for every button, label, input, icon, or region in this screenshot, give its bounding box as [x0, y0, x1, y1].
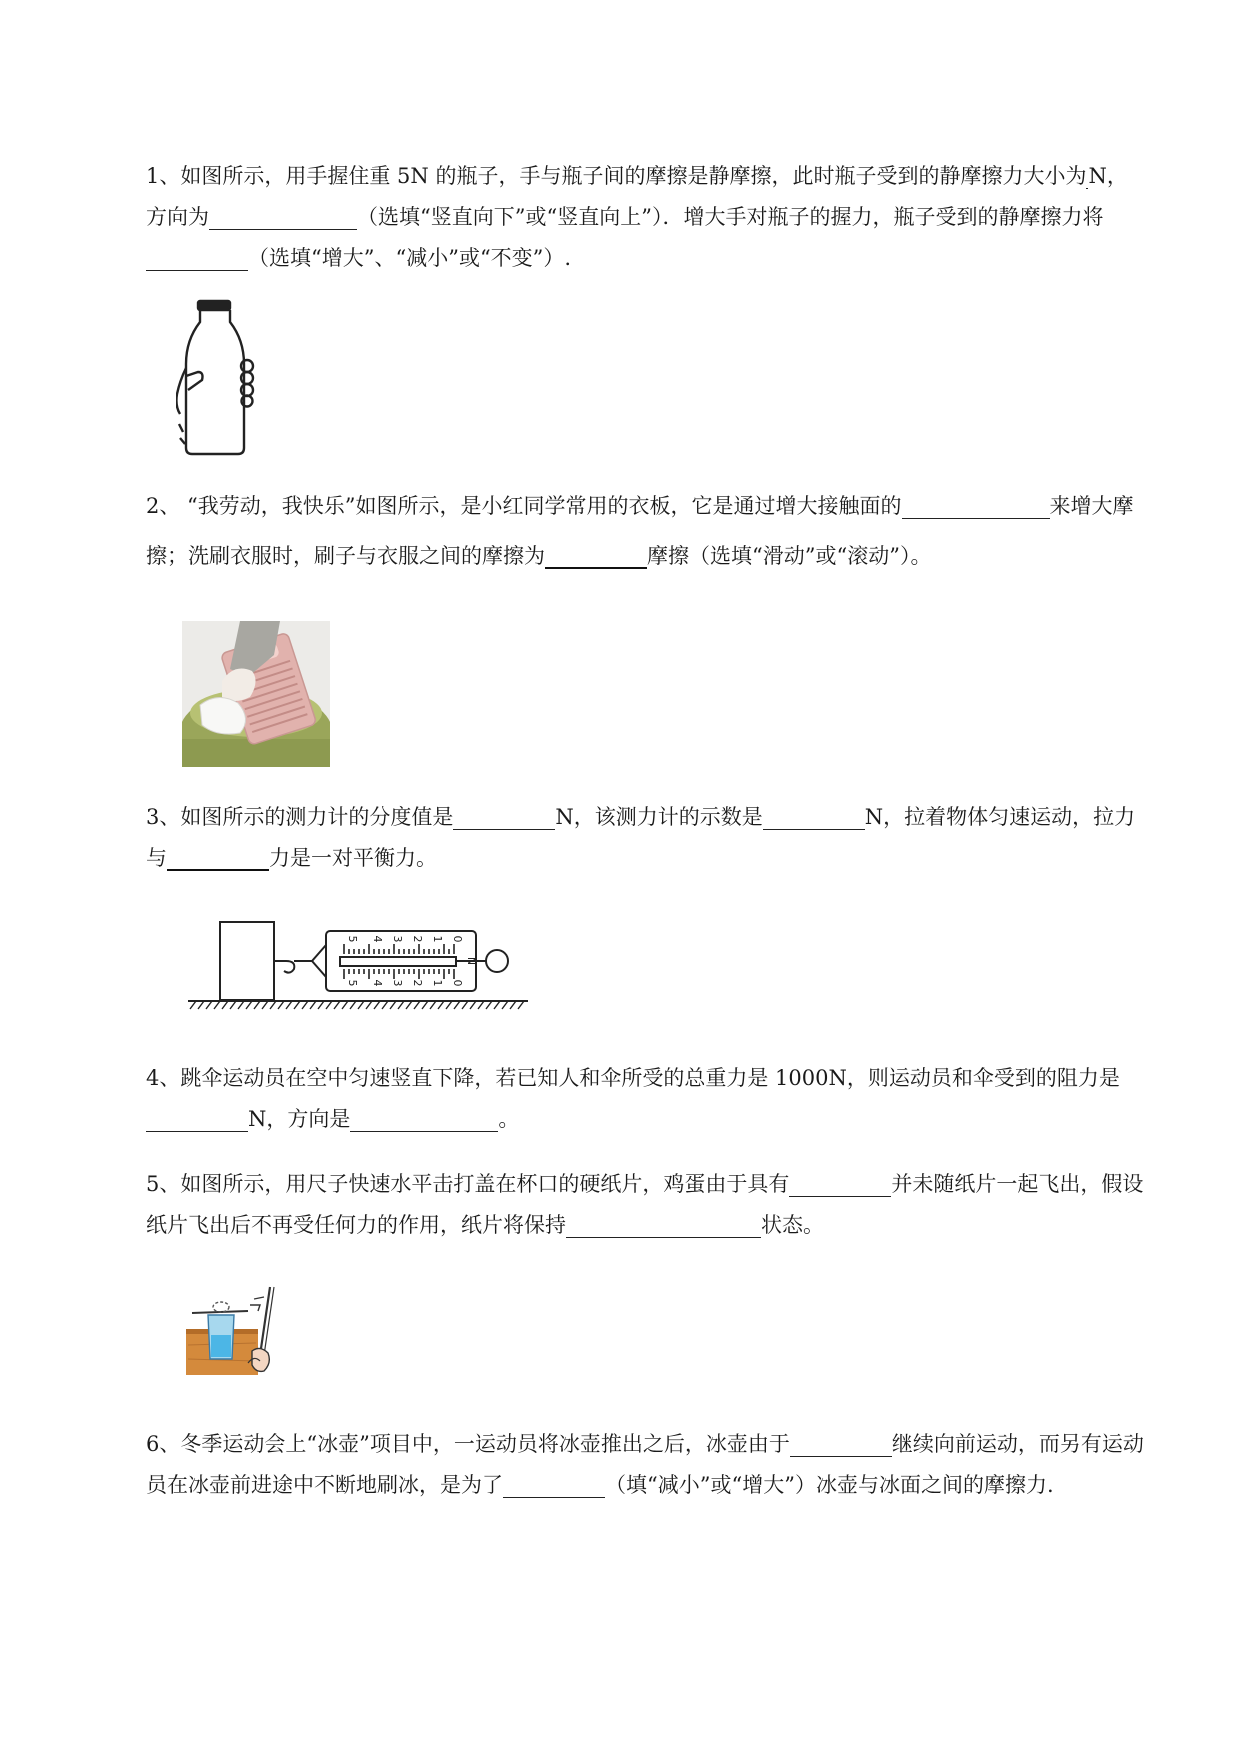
q2-answer-blank-1[interactable]	[902, 492, 1050, 519]
q6-answer-blank-1[interactable]	[790, 1430, 892, 1457]
q4-text-a: 4、跳伞运动员在空中匀速竖直下降，若已知人和伞所受的总重力是 1000N，则运动员和伞受到的阻力是	[146, 1066, 1120, 1090]
q1-figure-hand-bottle	[176, 298, 266, 458]
q4-answer-blank-1[interactable]	[146, 1105, 248, 1132]
q3-text-a: 3、如图所示的测力计的分度值是	[146, 805, 454, 829]
q4-text-b: N，方向是	[248, 1107, 351, 1131]
q6-text-c: （填“减小”或“增大”）冰壶与冰面之间的摩擦力.	[605, 1473, 1054, 1497]
q5-answer-blank-1[interactable]	[789, 1170, 891, 1197]
scale-top-0: 0	[451, 935, 464, 943]
q4-text-c: 。	[498, 1107, 520, 1131]
q1-text-c: （选填“竖直向下”或“竖直向上”）．增大手对瓶子的握力，瓶子受到的静摩擦力将	[357, 205, 1104, 229]
q6-text-b: 继续向前运动，而另有运动员在冰壶前进途中不断地刷冰，是为了	[146, 1432, 1144, 1497]
scale-bottom-0: 0	[451, 979, 464, 987]
ground-hatching	[190, 1001, 524, 1009]
scale-unit: N	[465, 956, 478, 966]
q5-text-c: 状态。	[761, 1213, 824, 1237]
question-4	[146, 1058, 1146, 1140]
q3-answer-blank-3[interactable]	[167, 843, 269, 871]
cup-card-egg-ruler-icon	[186, 1285, 282, 1379]
q1-text-a: 1、如图所示，用手握住重 5N 的瓶子，手与瓶子间的摩擦是静摩擦，此时瓶子受到的静摩擦力大小为	[146, 164, 1087, 188]
question-5	[146, 1164, 1146, 1246]
question-1	[146, 156, 1146, 279]
q3-text-d: 力是一对平衡力。	[269, 846, 437, 870]
scale-top-3: 3	[391, 935, 404, 943]
scale-top-5: 5	[346, 935, 359, 943]
q3-figure-spring-scale	[188, 917, 533, 1017]
spring-scale-pulling-block-icon	[188, 917, 533, 1017]
q1-answer-blank-3[interactable]	[146, 244, 248, 271]
scale-bottom-3: 3	[391, 979, 404, 987]
question-2	[146, 481, 1146, 581]
q3-text-b: N，该测力计的示数是	[555, 805, 763, 829]
q2-text-c: 摩擦（选填“滑动”或“滚动”）。	[647, 544, 932, 568]
q6-answer-blank-2[interactable]	[503, 1471, 605, 1498]
q2-figure-washboard	[182, 621, 330, 767]
q5-text-b: 并未随纸片一起飞出，假设纸片飞出后不再受任何力的作用，纸片将保持	[146, 1172, 1144, 1237]
q2-text-b: 来增大摩擦；洗刷衣服时，刷子与衣服之间的摩擦为	[146, 494, 1134, 568]
scale-bottom-1: 1	[431, 979, 444, 987]
q4-answer-blank-2[interactable]	[350, 1105, 498, 1132]
q3-text-c: N，拉着物体匀速运动，拉力与	[146, 805, 1136, 870]
q5-text-a: 5、如图所示，用尺子快速水平击打盖在杯口的硬纸片，鸡蛋由于具有	[146, 1172, 790, 1196]
question-3	[146, 797, 1146, 879]
q1-answer-blank-2[interactable]	[209, 203, 357, 230]
scale-top-4: 4	[371, 935, 384, 943]
scale-ticks	[344, 944, 454, 979]
scale-top-1: 1	[431, 935, 444, 943]
q1-text-d: （选填“增大”、“减小”或“不变”）.	[248, 246, 572, 270]
q6-text-a: 6、冬季运动会上“冰壶”项目中，一运动员将冰壶推出之后，冰壶由于	[146, 1432, 790, 1456]
scale-bottom-2: 2	[411, 979, 424, 987]
scale-top-2: 2	[411, 935, 424, 943]
scale-bottom-4: 4	[371, 979, 384, 987]
question-6	[146, 1424, 1146, 1506]
q1-text-b: N，方向为	[146, 164, 1128, 229]
q3-answer-blank-2[interactable]	[763, 803, 865, 830]
q2-answer-blank-2[interactable]	[545, 541, 647, 569]
hand-holding-bottle-icon	[176, 298, 266, 458]
q2-text-a: 2、 “我劳动，我快乐”如图所示，是小红同学常用的衣板，它是通过增大接触面的	[146, 494, 902, 518]
q3-answer-blank-1[interactable]	[453, 803, 555, 830]
q5-figure-cup-card	[186, 1285, 282, 1379]
scale-bottom-5: 5	[346, 979, 359, 987]
washboard-photo-icon	[182, 621, 330, 767]
q5-answer-blank-2[interactable]	[566, 1211, 761, 1238]
